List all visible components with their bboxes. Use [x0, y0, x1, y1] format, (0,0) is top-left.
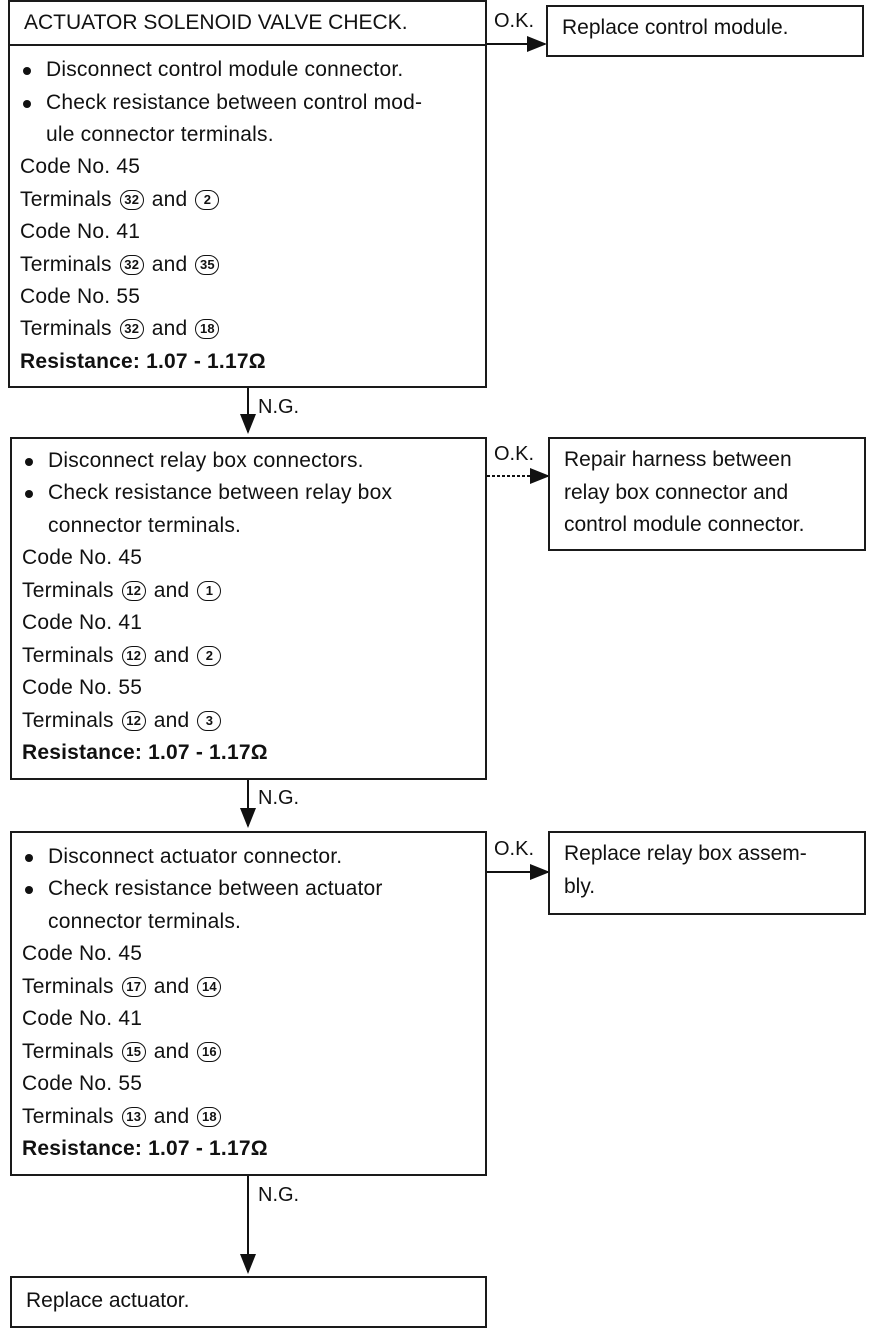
step1-code-55: Code No. 55	[20, 285, 141, 308]
terminal-circle: 18	[195, 319, 219, 339]
terminal-circle: 2	[197, 646, 221, 666]
step3-terminals-row-3: Terminals 13 and 18	[22, 1101, 223, 1134]
step3-code-41: Code No. 41	[22, 1007, 143, 1030]
terminal-circle: 35	[195, 255, 219, 275]
step3-line-1: Disconnect actuator connector.	[22, 841, 342, 874]
terminal-circle: 32	[120, 255, 144, 275]
terminal-circle: 32	[120, 190, 144, 210]
terminal-circle: 16	[197, 1042, 221, 1062]
step1-title: ACTUATOR SOLENOID VALVE CHECK.	[24, 11, 408, 34]
step2-ok-label: O.K.	[494, 443, 535, 465]
step3-terminals-row-1: Terminals 17 and 14	[22, 971, 223, 1004]
final-result-box	[10, 1276, 487, 1328]
step2-ok-result-line-3: control module connector.	[564, 513, 805, 536]
step3-line-3: connector terminals.	[48, 910, 242, 933]
step2-line-1: Disconnect relay box connectors.	[22, 445, 364, 478]
step3-resistance: Resistance: 1.07 - 1.17Ω	[22, 1137, 268, 1160]
step2-resistance: Resistance: 1.07 - 1.17Ω	[22, 741, 268, 764]
step3-terminals-row-2: Terminals 15 and 16	[22, 1036, 223, 1069]
step2-code-45: Code No. 45	[22, 546, 143, 569]
step3-code-45: Code No. 45	[22, 942, 143, 965]
step2-line-3: connector terminals.	[48, 514, 242, 537]
terminal-circle: 17	[122, 977, 146, 997]
terminal-circle: 32	[120, 319, 144, 339]
step3-line-2: Check resistance between actuator	[22, 873, 383, 906]
terminal-circle: 3	[197, 711, 221, 731]
step1-line-2: Check resistance between control mod-	[20, 87, 422, 120]
step3-ng-label: N.G.	[258, 1184, 300, 1206]
terminal-circle: 13	[122, 1107, 146, 1127]
step1-line-3: ule connector terminals.	[46, 123, 274, 146]
step3-box	[10, 831, 487, 1176]
step1-ok-label: O.K.	[494, 10, 535, 32]
step1-line-1: Disconnect control module connector.	[20, 54, 403, 87]
step1-terminals-row-2: Terminals 32 and 35	[20, 249, 221, 282]
step1-box	[8, 0, 487, 388]
step2-line-2: Check resistance between relay box	[22, 477, 392, 510]
step3-ok-result-line-2: bly.	[564, 875, 596, 898]
step1-ok-result-box	[546, 5, 864, 57]
step2-code-55: Code No. 55	[22, 676, 143, 699]
terminal-circle: 1	[197, 581, 221, 601]
step2-terminals-row-3: Terminals 12 and 3	[22, 705, 223, 738]
terminal-circle: 12	[122, 646, 146, 666]
step1-resistance: Resistance: 1.07 - 1.17Ω	[20, 350, 266, 373]
step1-terminals-row-1: Terminals 32 and 2	[20, 184, 221, 217]
step2-terminals-row-1: Terminals 12 and 1	[22, 575, 223, 608]
final-result: Replace actuator.	[26, 1289, 190, 1312]
terminal-circle: 18	[197, 1107, 221, 1127]
step1-code-45: Code No. 45	[20, 155, 141, 178]
step3-ok-label: O.K.	[494, 838, 535, 860]
step2-ok-result-line-2: relay box connector and	[564, 481, 789, 504]
terminal-circle: 12	[122, 711, 146, 731]
step3-code-55: Code No. 55	[22, 1072, 143, 1095]
step1-title-row	[10, 2, 485, 46]
terminal-circle: 14	[197, 977, 221, 997]
step1-terminals-row-3: Terminals 32 and 18	[20, 313, 221, 346]
step1-ok-result: Replace control module.	[562, 16, 789, 39]
step3-ok-result-line-1: Replace relay box assem-	[564, 842, 807, 865]
step1-ng-label: N.G.	[258, 396, 300, 418]
terminal-circle: 15	[122, 1042, 146, 1062]
step2-ok-result-box	[548, 437, 866, 551]
step2-code-41: Code No. 41	[22, 611, 143, 634]
step2-box	[10, 437, 487, 780]
step2-terminals-row-2: Terminals 12 and 2	[22, 640, 223, 673]
step2-ng-label: N.G.	[258, 787, 300, 809]
terminal-circle: 12	[122, 581, 146, 601]
terminal-circle: 2	[195, 190, 219, 210]
step1-code-41: Code No. 41	[20, 220, 141, 243]
step3-ok-result-box	[548, 831, 866, 915]
step2-ok-result-line-1: Repair harness between	[564, 448, 792, 471]
